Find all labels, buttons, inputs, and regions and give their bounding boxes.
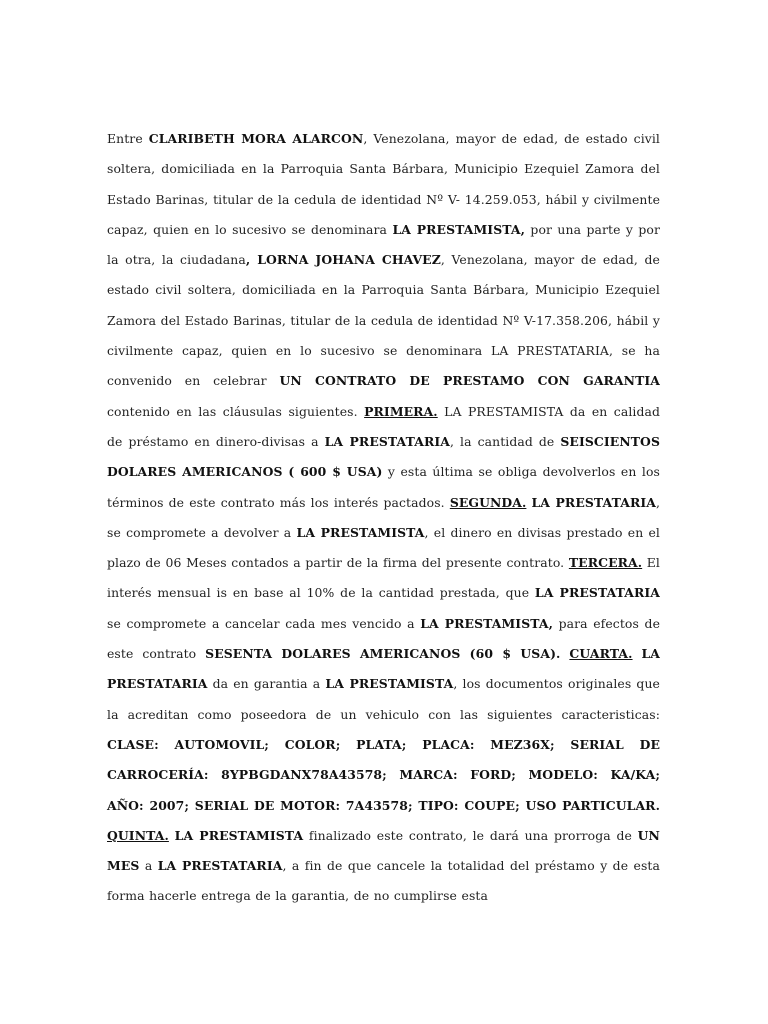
borrower-term: LA PRESTATARIA (531, 494, 656, 510)
text-run: contenido en las cláusulas siguientes. (107, 403, 365, 419)
lender-term: LA PRESTAMISTA (296, 524, 425, 540)
clause-heading-quinta: QUINTA. (107, 827, 169, 843)
clause-heading-primera: PRIMERA. (364, 403, 438, 419)
text-run: El interés mensual is en base al 10% de la cantidad prestada, que (107, 555, 660, 601)
text-run: , el dinero en divisas prestado en el plazo de 06 Meses contados a partir de la firma del presente contrato. (107, 524, 660, 571)
text-run: , a fin de que cancele la totalidad del préstamo y de esta forma hacerle entrega de la garantia, de no cumplirse esta (107, 858, 660, 904)
text-run: da en garantia a (207, 676, 326, 692)
borrower-term: LA PRESTATARIA (324, 433, 450, 449)
interest-amount: SESENTA DOLARES AMERICANOS (60 $ USA). (205, 646, 561, 662)
text-run: y esta última se obliga devolverlos en los términos de este contrato más los interés pactados. (107, 464, 660, 510)
borrower-name: , LORNA JOHANA CHAVEZ (245, 252, 441, 268)
text-run: , Venezolana, mayor de edad, de estado civil soltera, domiciliada en la Parroquia Santa Bárbara, Municipio Ezequiel Zamora del Estado Barinas, titular de la cedula de identidad Nº V-17.358.206, hábil y civilmente capaz, quien en lo sucesivo se denominara LA PRESTATARIA, se ha convenido en celebrar (107, 252, 660, 389)
text-run: , los documentos originales que la acreditan como poseedora de un vehiculo con las siguientes caracteristicas: (107, 676, 660, 722)
lender-term: LA PRESTAMISTA, (420, 615, 554, 631)
lender-term: LA PRESTAMISTA, (392, 221, 526, 237)
loan-amount: SEISCIENTOS DOLARES AMERICANOS ( 600 $ USA) (107, 433, 661, 480)
text-run: se compromete a cancelar cada mes vencido a (107, 615, 421, 631)
lender-term: LA PRESTAMISTA (174, 827, 304, 843)
contract-paragraph (107, 124, 660, 912)
clause-heading-tercera: TERCERA. (568, 555, 643, 571)
borrower-term: LA PRESTATARIA (534, 585, 660, 601)
text-run: por una parte y por la otra, la ciudadana (107, 221, 661, 268)
lender-term: LA PRESTAMISTA (325, 676, 454, 692)
text-run: LA PRESTAMISTA da en calidad de préstamo en dinero-divisas a (107, 403, 660, 449)
text-run: Entre (107, 131, 149, 146)
clause-heading-segunda: SEGUNDA. (449, 494, 527, 510)
text-run: , la cantidad de (449, 433, 561, 449)
vehicle-details: CLASE: AUTOMOVIL; COLOR; PLATA; PLACA: MEZ36X; SERIAL DE CARROCERÍA: 8YPBGDANX78A43578; MARCA: FORD; MODELO: KA/KA; AÑO: 2007; SERIAL DE MOTOR: 7A43578; TIPO: COUPE; USO PARTICULAR. (107, 736, 660, 813)
text-run: , Venezolana, mayor de edad, de estado civil soltera, domiciliada en la Parroquia Santa Bárbara, Municipio Ezequiel Zamora del Estado Barinas, titular de la cedula de identidad Nº V- 14.259.053, hábil y civilmente capaz, quien en lo sucesivo se denominara (107, 131, 660, 237)
borrower-term: LA PRESTATARIA (157, 858, 283, 874)
clause-heading-cuarta: CUARTA. (569, 646, 633, 662)
text-run: a (139, 858, 158, 874)
borrower-term: LA PRESTATARIA (107, 646, 661, 692)
contract-type: UN CONTRATO DE PRESTAMO CON GARANTIA (279, 373, 661, 389)
extension-period: UN MES (107, 827, 660, 874)
text-run: finalizado este contrato, le dará una prorroga de (303, 827, 638, 843)
text-run: , se compromete a devolver a (107, 494, 660, 540)
text-run: para efectos de este contrato (107, 615, 660, 662)
lender-name: CLARIBETH MORA ALARCON (148, 131, 364, 146)
